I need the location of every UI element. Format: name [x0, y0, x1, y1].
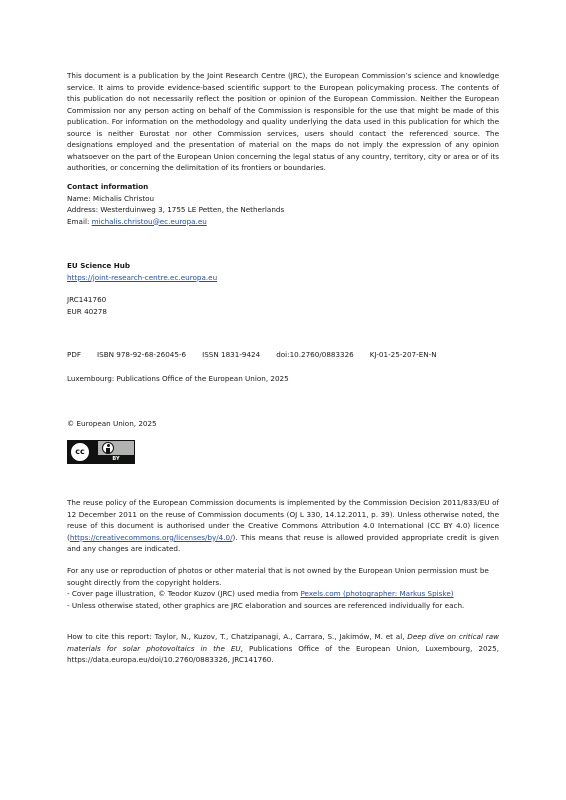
identifiers-row	[67, 349, 527, 361]
cc-license-link[interactable]: https://creativecommons.org/licenses/by/4.0/	[69, 532, 233, 542]
reuse-text-2: ). This means that reuse is allowed provided appropriate credit is given and any changes are indicated.	[67, 532, 499, 553]
copyright-line: © European Union, 2025	[67, 419, 157, 428]
publisher-line: Luxembourg: Publications Office of the European Union, 2025	[67, 374, 289, 383]
citation-title: Deep dive on critical raw materials for solar photovoltaics in the EU	[67, 632, 499, 653]
email-label: Email:	[67, 216, 92, 226]
format-label: PDF	[67, 350, 82, 359]
citation-suffix: , Publications Office of the European Union, Luxembourg, 2025, https://data.europa.eu/doi/10.2760/0883326, JRC141760.	[67, 643, 499, 664]
reuse-text-1: The reuse policy of the European Commission documents is implemented by the Commission Decision 2011/833/EU of 12 December 2011 on the reuse of Commission documents (OJ L 330, 14.12.2011, p. 39). Unless otherwise noted, the reuse of this document is authorised under the Creative Commons Attribution 4.0 International (CC BY 4.0) licence (	[67, 498, 499, 542]
cc-logo-icon: cc	[70, 442, 90, 462]
email-link[interactable]: michalis.christou@ec.europa.eu	[91, 216, 207, 226]
cc-by-license-badge[interactable]	[67, 440, 135, 464]
photos-intro: For any use or reproduction of photos or other material that is not owned by the European Union permission must be sought directly from the copyright holders.	[67, 566, 489, 587]
contact-address: Address: Westerduinweg 3, 1755 LE Petten, the Netherlands	[67, 205, 285, 214]
hub-section	[67, 260, 499, 283]
hub-heading: EU Science Hub	[67, 261, 131, 270]
by-label: BY	[98, 455, 134, 463]
jrc-number: JRC141760	[67, 295, 107, 304]
doi: doi:10.2760/0883326	[276, 350, 354, 359]
contact-name: Name: Michalis Christou	[67, 193, 155, 203]
citation-paragraph	[67, 631, 499, 666]
report-references	[67, 294, 499, 317]
pexels-link[interactable]: Pexels.com (photographer: Markus Spiske)	[300, 589, 454, 598]
graphics-note: - Unless otherwise stated, other graphics are JRC elaboration and sources are referenced individually for each.	[67, 600, 465, 610]
cover-credit-prefix: - Cover page illustration, © Teodor Kuzov (JRC) used media from	[67, 589, 301, 598]
eur-number: EUR 40278	[67, 306, 107, 316]
contact-heading: Contact information	[67, 182, 149, 191]
hub-link[interactable]: https://joint-research-centre.ec.europa.eu	[67, 272, 218, 282]
cover-credit	[67, 588, 499, 600]
photos-paragraph	[67, 565, 499, 611]
reuse-policy-paragraph	[67, 497, 499, 555]
attribution-person-icon	[102, 442, 114, 454]
issn: ISSN 1831-9424	[202, 350, 261, 359]
contact-section	[67, 181, 499, 227]
isbn: ISBN 978-92-68-26045-6	[97, 350, 187, 359]
disclaimer-paragraph: This document is a publication by the Joint Research Centre (JRC), the European Commission’s science and knowledge service. It aims to provide evidence-based scientific support to the European policymaking process. The contents of this publication do not necessarily reflect the position or opinion of the European Commission. Neither the European Commission nor any person acting on behalf of the Commission is responsible for the use that might be made of this publication. For information on the methodology and quality underlying the data used in this publication for which the source is neither Eurostat nor other Commission services, users should contact the referenced source. The designations employed and the presentation of material on the maps do not imply the expression of any opinion whatsoever on the part of the European Union concerning the legal status of any country, territory, city or area or of its authorities, or concerning the delimitation of its frontiers or boundaries.	[67, 71, 499, 172]
catalogue-number: KJ-01-25-207-EN-N	[369, 350, 437, 359]
contact-email-line	[67, 216, 499, 228]
citation-prefix: How to cite this report: Taylor, N., Kuzov, T., Chatzipanagi, A., Carrara, S., Jakimów, M. et al,	[67, 632, 408, 641]
